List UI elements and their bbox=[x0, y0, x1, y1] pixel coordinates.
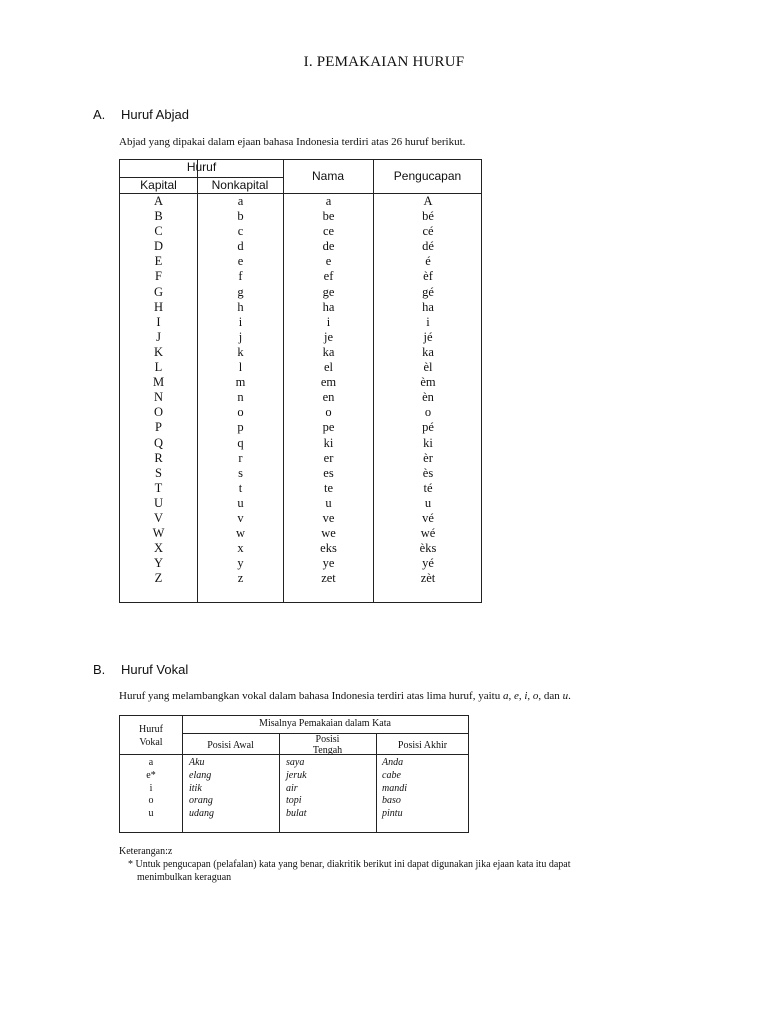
vokal-column bbox=[120, 757, 182, 821]
header-posisi-awal: Posisi Awal bbox=[207, 740, 254, 751]
table-cell: K bbox=[153, 344, 164, 359]
section-a-intro: Abjad yang dipakai dalam ejaan bahasa Indonesia terdiri atas 26 huruf berikut. bbox=[119, 136, 466, 148]
section-b-title: Huruf Vokal bbox=[121, 662, 189, 677]
table-cell: b bbox=[237, 209, 244, 224]
page-title: I. PEMAKAIAN HURUF bbox=[303, 54, 465, 70]
table-cell: pé bbox=[422, 420, 434, 435]
table-cell: ki bbox=[323, 435, 334, 450]
header-huruf-vokal bbox=[120, 724, 182, 748]
table-cell: Aku bbox=[189, 757, 205, 768]
table-cell: r bbox=[238, 450, 243, 465]
header-nonkapital: Nonkapital bbox=[211, 178, 269, 192]
table-cell: p bbox=[237, 420, 244, 435]
table-cell: Anda bbox=[382, 757, 404, 768]
table-cell: udang bbox=[189, 808, 214, 820]
table-cell: l bbox=[238, 360, 243, 375]
table-cell: N bbox=[153, 390, 164, 405]
intro-sep: , bbox=[518, 690, 525, 702]
table-cell: T bbox=[154, 480, 163, 495]
table-cell: e bbox=[325, 254, 332, 269]
table-cell: D bbox=[153, 239, 164, 254]
table-cell: m bbox=[235, 375, 246, 390]
table-cell: B bbox=[154, 209, 163, 224]
intro-sep: . bbox=[568, 690, 571, 702]
section-a-heading bbox=[93, 107, 189, 122]
header-huruf-vokal-line1: Huruf bbox=[139, 724, 163, 735]
divider bbox=[120, 754, 468, 755]
table-cell: q bbox=[237, 435, 244, 450]
kapital-column bbox=[120, 194, 197, 586]
table-cell: zèt bbox=[420, 571, 436, 586]
table-cell: ef bbox=[323, 269, 334, 284]
table-cell: ka bbox=[322, 344, 335, 359]
akhir-column bbox=[382, 757, 407, 821]
table-cell: S bbox=[155, 465, 162, 480]
table-cell: c bbox=[237, 224, 244, 239]
table-cell: o bbox=[148, 795, 154, 807]
table-cell: orang bbox=[189, 795, 213, 807]
keterangan-label: Keterangan:z bbox=[119, 846, 173, 857]
table-cell: em bbox=[320, 375, 337, 390]
table-cell: ha bbox=[322, 299, 335, 314]
table-cell: V bbox=[153, 510, 164, 525]
table-cell: U bbox=[153, 495, 164, 510]
table-cell: j bbox=[238, 329, 243, 344]
table-cell: i bbox=[149, 782, 153, 794]
table-cell: èm bbox=[420, 375, 436, 390]
table-cell: A bbox=[423, 194, 433, 208]
table-cell: d bbox=[237, 239, 244, 254]
intro-vowel: a bbox=[502, 690, 509, 702]
table-cell: cabe bbox=[382, 769, 401, 781]
table-cell: é bbox=[425, 254, 431, 269]
table-cell: be bbox=[322, 209, 335, 224]
table-cell: pintu bbox=[382, 808, 403, 820]
table-cell: z bbox=[237, 571, 244, 586]
table-cell: G bbox=[153, 284, 164, 299]
table-cell: wé bbox=[420, 526, 436, 541]
table-cell: bé bbox=[422, 209, 434, 224]
header-nama: Nama bbox=[311, 169, 344, 183]
table-cell: yé bbox=[422, 556, 434, 571]
table-cell: en bbox=[322, 390, 335, 405]
nonkapital-column bbox=[198, 194, 283, 586]
table-cell: o bbox=[424, 405, 432, 420]
section-b-heading bbox=[93, 662, 188, 677]
table-cell: bulat bbox=[286, 808, 307, 820]
header-kapital: Kapital bbox=[140, 178, 177, 192]
table-cell: o bbox=[325, 405, 332, 420]
table-cell: H bbox=[153, 299, 164, 314]
alphabet-table bbox=[119, 159, 482, 603]
nama-column bbox=[284, 194, 373, 586]
section-a-letter: A. bbox=[93, 107, 106, 122]
table-cell: t bbox=[238, 480, 243, 495]
table-cell: e* bbox=[146, 769, 156, 781]
table-cell: u bbox=[325, 495, 332, 510]
table-cell: W bbox=[152, 526, 165, 541]
vowel-table bbox=[119, 715, 469, 833]
table-cell: n bbox=[237, 390, 244, 405]
table-cell: té bbox=[423, 480, 433, 495]
header-pengucapan: Pengucapan bbox=[393, 169, 462, 183]
table-cell: èl bbox=[423, 360, 433, 375]
table-cell: A bbox=[153, 194, 164, 208]
table-cell: de bbox=[322, 239, 335, 254]
header-posisi-tengah-line1: Posisi bbox=[315, 734, 340, 745]
section-a-title: Huruf Abjad bbox=[121, 107, 189, 122]
intro-vowel: e bbox=[513, 690, 519, 702]
table-cell: u bbox=[424, 495, 432, 510]
table-cell: w bbox=[235, 526, 246, 541]
table-cell: elang bbox=[189, 769, 212, 781]
table-cell: v bbox=[237, 510, 244, 525]
section-b-letter: B. bbox=[93, 662, 106, 677]
intro-sep: , bbox=[527, 690, 533, 702]
table-cell: ki bbox=[423, 435, 433, 450]
table-cell: i bbox=[238, 314, 243, 329]
table-cell: i bbox=[426, 314, 430, 329]
table-cell: X bbox=[153, 541, 164, 556]
table-cell: cé bbox=[422, 224, 434, 239]
table-cell: o bbox=[237, 405, 244, 420]
table-cell: el bbox=[323, 360, 334, 375]
header-posisi-tengah bbox=[279, 734, 376, 754]
table-cell: g bbox=[237, 284, 244, 299]
table-cell: baso bbox=[382, 795, 401, 807]
table-cell: ka bbox=[422, 344, 434, 359]
intro-vowel: i bbox=[524, 690, 528, 702]
table-cell: èn bbox=[422, 390, 434, 405]
table-cell: je bbox=[323, 329, 334, 344]
table-cell: s bbox=[238, 465, 243, 480]
table-cell: te bbox=[323, 480, 334, 495]
header-misalnya: Misalnya Pemakaian dalam Kata bbox=[259, 718, 391, 729]
header-posisi-akhir: Posisi Akhir bbox=[397, 740, 448, 751]
table-cell: itik bbox=[189, 782, 202, 794]
table-cell: dé bbox=[422, 239, 434, 254]
intro-text: Huruf yang melambangkan vokal dalam bahasa Indonesia terdiri atas lima huruf, yaitu bbox=[119, 690, 503, 702]
tengah-column bbox=[286, 757, 307, 821]
table-cell: f bbox=[238, 269, 243, 284]
table-cell: u bbox=[237, 495, 244, 510]
table-cell: air bbox=[286, 782, 298, 794]
table-cell: ce bbox=[322, 224, 335, 239]
table-cell: k bbox=[237, 344, 244, 359]
table-cell: Q bbox=[153, 435, 164, 450]
keterangan-line2: menimbulkan keraguan bbox=[137, 872, 232, 883]
table-cell: mandi bbox=[382, 782, 408, 794]
intro-sep: , dan bbox=[538, 690, 563, 702]
table-cell: u bbox=[148, 808, 154, 820]
table-cell: eks bbox=[320, 541, 337, 556]
table-cell: jeruk bbox=[286, 769, 307, 781]
header-huruf-vokal-line2: Vokal bbox=[139, 737, 163, 748]
table-cell: ye bbox=[322, 556, 335, 571]
table-cell: Y bbox=[153, 556, 164, 571]
pengucapan-column bbox=[374, 194, 482, 586]
table-cell: L bbox=[154, 360, 163, 375]
table-cell: a bbox=[325, 194, 332, 208]
table-cell: es bbox=[323, 465, 334, 480]
intro-vowel: o bbox=[532, 690, 539, 702]
table-cell: P bbox=[155, 420, 162, 435]
keterangan-line1: * Untuk pengucapan (pelafalan) kata yang benar, diakritik berikut ini dapat digunakan jika ejaan kata itu dapat bbox=[128, 859, 571, 870]
table-cell: E bbox=[154, 254, 163, 269]
table-cell: C bbox=[154, 224, 163, 239]
table-cell: O bbox=[153, 405, 164, 420]
intro-sep: , bbox=[508, 690, 514, 702]
table-cell: saya bbox=[286, 757, 305, 768]
table-cell: we bbox=[321, 526, 336, 541]
table-cell: èr bbox=[423, 450, 433, 465]
table-cell: zet bbox=[321, 571, 336, 586]
table-cell: i bbox=[326, 314, 331, 329]
table-cell: x bbox=[237, 541, 244, 556]
table-cell: M bbox=[152, 375, 165, 390]
table-cell: a bbox=[237, 194, 244, 208]
table-cell: J bbox=[156, 329, 161, 344]
section-b-intro bbox=[119, 690, 571, 702]
table-cell: topi bbox=[286, 795, 302, 807]
table-cell: ve bbox=[322, 510, 335, 525]
table-cell: ge bbox=[322, 284, 335, 299]
table-cell: h bbox=[237, 299, 244, 314]
intro-vowel: u bbox=[562, 690, 569, 702]
table-cell: I bbox=[156, 314, 161, 329]
table-cell: e bbox=[237, 254, 244, 269]
table-cell: a bbox=[148, 757, 154, 768]
table-cell: er bbox=[323, 450, 334, 465]
table-cell: pe bbox=[322, 420, 335, 435]
table-cell: èks bbox=[419, 541, 437, 556]
table-cell: vé bbox=[422, 510, 434, 525]
header-huruf: Huruf bbox=[186, 160, 217, 174]
table-cell: F bbox=[155, 269, 162, 284]
table-cell: y bbox=[237, 556, 244, 571]
awal-column bbox=[189, 757, 214, 821]
header-posisi-tengah-line2: Tengah bbox=[312, 745, 343, 754]
table-cell: ha bbox=[422, 299, 434, 314]
table-cell: ès bbox=[422, 465, 434, 480]
table-cell: èf bbox=[423, 269, 433, 284]
table-cell: jé bbox=[423, 329, 433, 344]
table-cell: gé bbox=[422, 284, 434, 299]
table-cell: R bbox=[154, 450, 163, 465]
table-cell: Z bbox=[154, 571, 163, 586]
